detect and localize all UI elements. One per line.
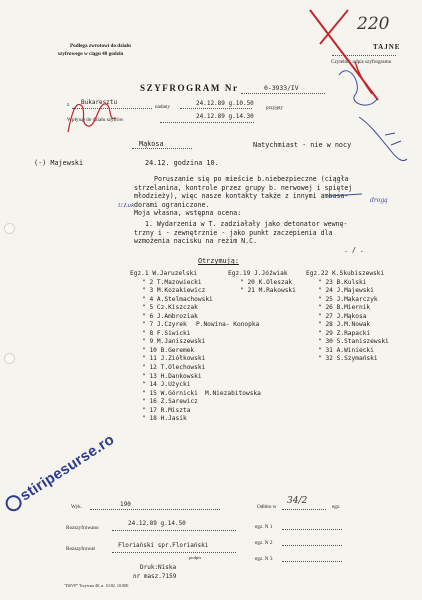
recipient-entry: " 13 H.Dankowski	[142, 372, 202, 380]
red-handwritten-mark	[62, 92, 122, 138]
recipient-entry: Egz.1 W.Jaruzelski	[130, 270, 198, 277]
recipients-col-2	[228, 270, 296, 296]
punch-hole-top	[4, 223, 15, 234]
recipient-entry: " 18 H.Jasik	[142, 415, 187, 423]
recipient-entry: " 17 R.Miszta	[142, 406, 191, 414]
body-line-7: trzny i - zewnętrznie - jako punkt zaczepienia dla	[134, 228, 333, 237]
body-line-5: Moja własna, wstępna ocena:	[134, 209, 242, 218]
received-copies-line	[282, 509, 326, 510]
sender-margin-name: (-) Majewski	[34, 159, 84, 167]
recipient-entry: " 10 B.Geremek	[142, 346, 195, 354]
from-prefix: z	[67, 102, 70, 108]
received-copies-label: Odbito w	[257, 504, 277, 510]
copy-no-2-line	[282, 545, 342, 546]
recipient-entry: " 11 J.Ziółkowski	[142, 355, 206, 363]
recipient-entry: " 14 J.Użycki	[142, 381, 191, 389]
copies-value: 190	[120, 501, 131, 508]
from-city: Bukaresztu	[81, 99, 118, 106]
recipient-entry: " 23 B.Kulski	[318, 278, 367, 286]
copy-no-3-line	[282, 561, 342, 562]
decoder-label: Rozszyfrował	[66, 546, 95, 552]
recipient-entry: " 24 J.Majewski	[318, 287, 374, 295]
print-line-1: Druk:Niska	[140, 564, 177, 571]
recipient-entry: " 25 J.Makarczyk	[318, 295, 378, 303]
recipient-entry: " 12 T.Olechowski	[142, 364, 206, 372]
body-line-4: dorami ograniczone.	[134, 200, 210, 209]
copies-label: Wyk.	[71, 504, 83, 510]
recipient-extra-7: P.Nowina- Konopka	[196, 321, 260, 329]
recipient-extra-15: M.Niezabitowska	[205, 389, 261, 397]
print-line-2: nr masz.7159	[133, 573, 177, 580]
title-number-line	[241, 93, 325, 94]
encrypted-label: Rozszyfrowano	[66, 525, 99, 531]
document-title: SZYFROGRAM Nr	[140, 83, 239, 93]
body-line-8: wzmożenia nacisku na reżim N.C.	[134, 237, 258, 246]
date-line: 24.12. godzina 10.	[145, 159, 219, 167]
received-copies-suffix: egz.	[332, 504, 341, 510]
body-line-3: młodzieży), więc nasze kontakty także z innymi ambasa-	[134, 192, 349, 201]
recipient-name: Mąkosa	[139, 140, 164, 148]
return-note-line1: Podlega zwrotowi do działu	[70, 43, 131, 49]
recipient-entry: " 8 F.Siwicki	[142, 329, 191, 337]
copy-no-3: egz. N 3	[255, 556, 273, 562]
recipient-entry: " 15 W.Górnicki	[142, 389, 198, 397]
recipient-entry: " 7 J.Czyrek	[142, 321, 187, 329]
return-note-line2: szyfrowego w ciągu 48 godzin	[58, 51, 124, 57]
recipient-entry: " 9 M.Janiszewski	[142, 338, 206, 346]
recipient-entry: Egz.19 J.Jóźwiak	[228, 270, 288, 277]
sent-line	[180, 108, 252, 109]
sent-label: nadany	[155, 104, 170, 110]
received-copies-value: 34/2	[287, 496, 308, 506]
watermark-logo: stiripesurse.ro	[2, 431, 118, 514]
document-number: 0-3933/IV	[264, 84, 299, 92]
handwritten-insertion: drogą	[370, 197, 388, 204]
recipient-entry: " 16 Z.Sarewicz	[142, 398, 198, 406]
decoder-value: Floriański spr.Floriański	[118, 542, 209, 549]
recipient-entry: " 30 S.Staniszewski	[318, 338, 389, 346]
recipient-entry: " 5 Cz.Kiszczak	[142, 304, 198, 312]
decoder-line	[112, 552, 236, 553]
body-line-1: Poruszanie się po mieście b.niebezpieczne (ciągła	[154, 175, 349, 183]
handwritten-number: 220	[357, 14, 390, 34]
recipients-heading: Otrzymują:	[198, 257, 239, 265]
copy-no-2: egz. N 2	[255, 540, 273, 546]
encrypted-line	[112, 530, 236, 531]
entered-value: 24.12.89 g.14.30	[196, 113, 254, 120]
recipients-col-3	[306, 270, 389, 364]
recipient-entry: " 20 K.Oleszak	[240, 278, 293, 286]
copy-no-1-line	[282, 529, 342, 530]
recipient-line	[132, 148, 192, 149]
copies-line	[90, 509, 220, 510]
recipients-col-1	[130, 270, 213, 424]
sent-value: 24.12.89 g.10.50	[196, 100, 254, 107]
body-line-2: strzelanina, kontrole przez grupy b. nerwowej i spiętej	[134, 183, 353, 192]
copy-note: Czytelnik odpis szyfrogramu	[331, 59, 392, 65]
recipient-entry: " 21 M.Rakowski	[240, 287, 296, 295]
margin-note-left: U.Łuk	[118, 203, 135, 209]
punch-hole-bottom	[4, 353, 15, 364]
recipient-entry: " 29 Z.Rapacki	[318, 329, 371, 337]
received-label: przyjęty	[266, 105, 283, 111]
signature-label: podpis	[189, 555, 202, 560]
classification-label: TAJNE	[373, 43, 401, 51]
recipient-entry: " 3 M.Kozakiewicz	[142, 287, 206, 295]
recipient-entry: " 6 J.Ambroziak	[142, 312, 198, 320]
recipient-entry: " 4 A.Stelmachowski	[142, 295, 213, 303]
entered-label: Wpłynął do działu szyfrów	[67, 117, 124, 123]
recipient-entry: " 32 S.Szymański	[318, 355, 378, 363]
body-line-6: 1. Wydarzenia w T. zadziałały jako detonator wewnę-	[145, 220, 348, 228]
recipient-entry: " 26 B.Miernik	[318, 304, 371, 312]
strike-through	[326, 189, 366, 201]
copy-no-1: egz. N 1	[255, 524, 273, 530]
printer-imprint: "DSVP" Trzywna 40, n. 10.82, 10.000	[64, 583, 129, 588]
recipient-entry: " 27 J.Mąkosa	[318, 312, 367, 320]
urgency-note: Natychmiast - nie w nocy	[253, 141, 352, 149]
recipient-entry: " 31 A.Winiecki	[318, 346, 374, 354]
encrypted-value: 24.12.89 g.14.50	[128, 520, 186, 527]
end-mark: . / .	[344, 246, 364, 254]
recipient-entry: " 28 J.M.Nowak	[318, 321, 371, 329]
recipient-entry: Egz.22 K.Skubiszewski	[306, 270, 385, 277]
entered-line	[160, 122, 254, 123]
blue-handwriting-scribble	[325, 55, 420, 175]
recipient-entry: " 2 T.Mazowiecki	[142, 278, 202, 286]
